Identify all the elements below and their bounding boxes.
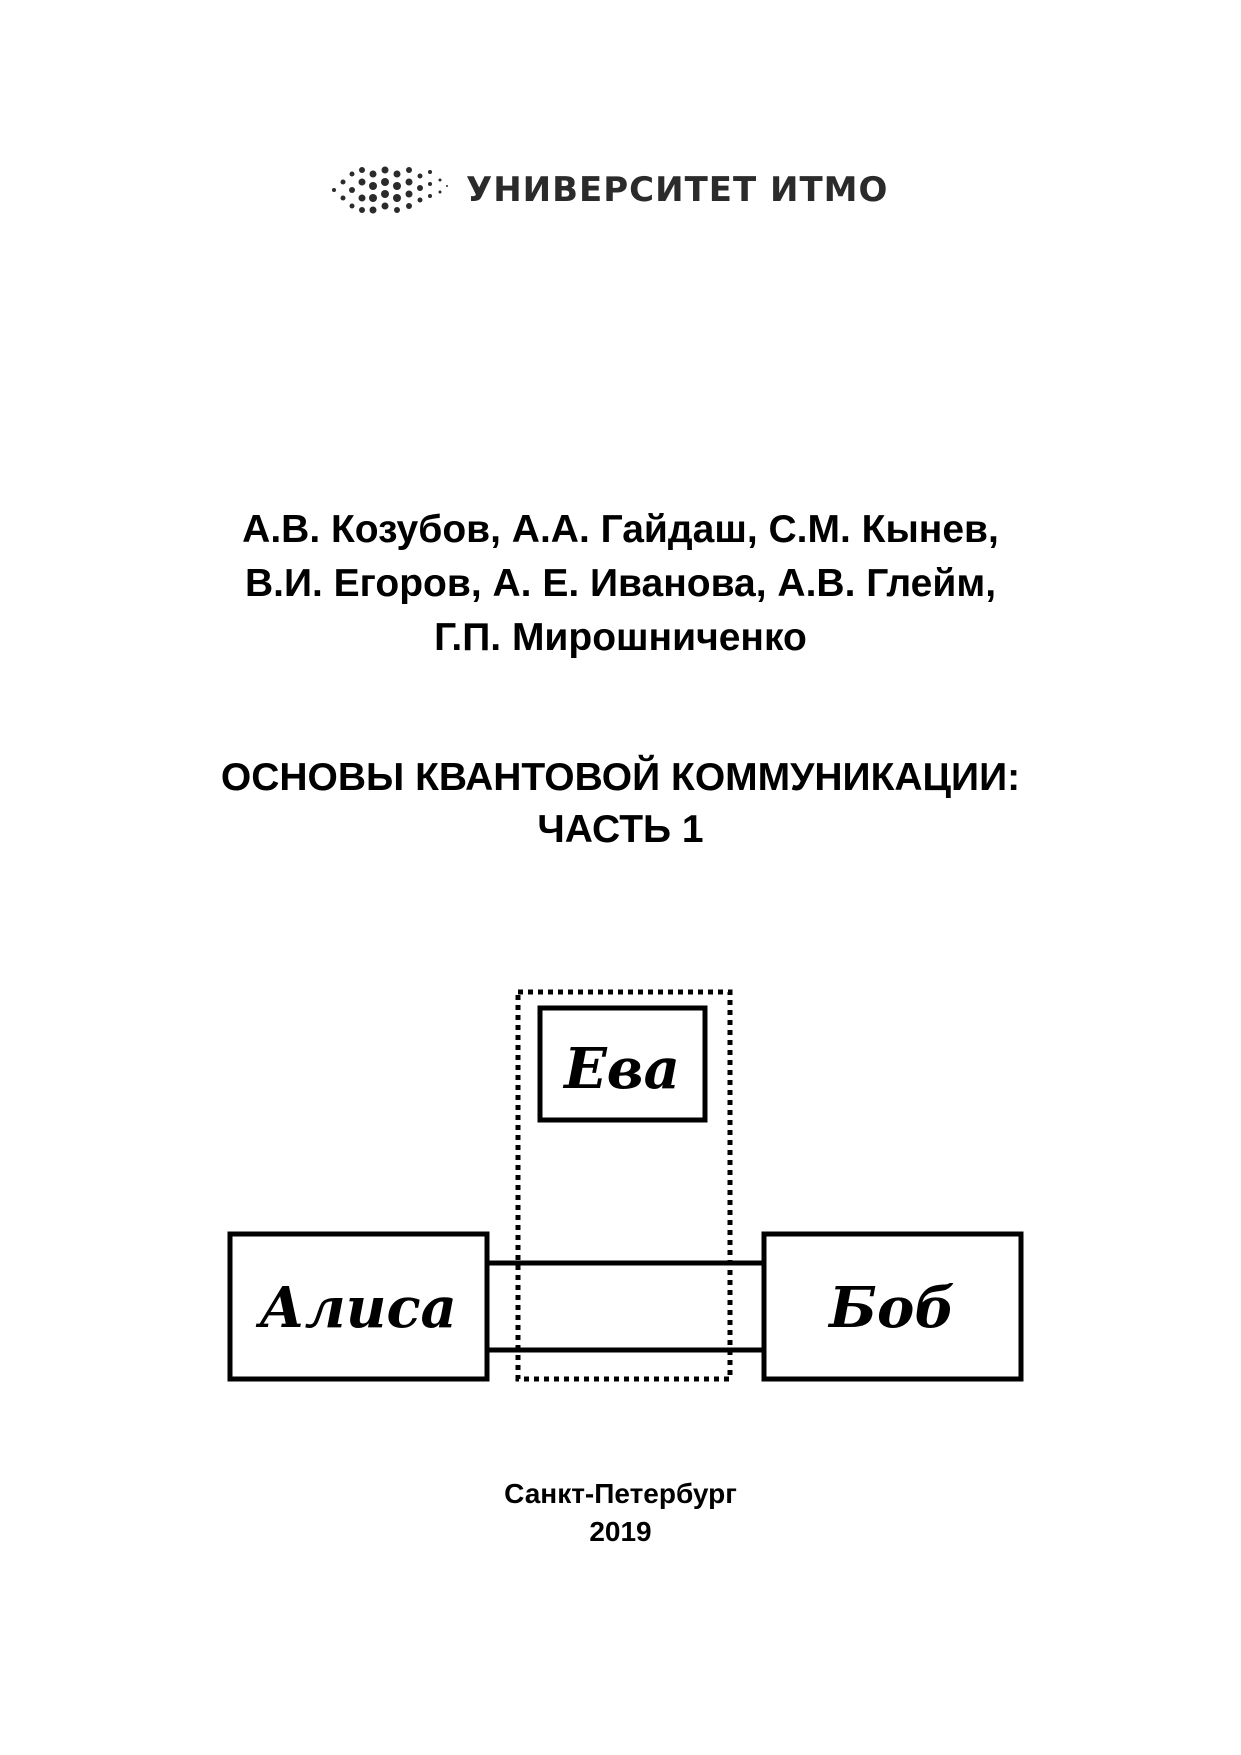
- authors-line-2: В.И. Егоров, А. Е. Иванова, А.В. Глейм,: [244, 562, 997, 605]
- publisher-logo: [330, 160, 889, 220]
- bob-label: Боб: [829, 1275, 955, 1341]
- authors-line-3: Г.П. Мирошниченко: [434, 616, 807, 659]
- authors-line-1: А.В. Козубов, А.А. Гайдаш, С.М. Кынев,: [242, 508, 999, 551]
- authors-block: [0, 503, 1241, 665]
- book-title-line-1: ОСНОВЫ КВАНТОВОЙ КОММУНИКАЦИИ:: [220, 756, 1021, 799]
- eve-label: Ева: [564, 1036, 680, 1102]
- diagram-svg: [0, 980, 1241, 1400]
- imprint-city: Санкт-Петербург: [504, 1478, 737, 1509]
- imprint: [0, 1475, 1241, 1551]
- imprint-year: 2019: [589, 1516, 652, 1547]
- publisher-name: УНИВЕРСИТЕТ ИТМО: [466, 170, 889, 210]
- book-title: [0, 752, 1241, 856]
- book-title-line-2: ЧАСТЬ 1: [537, 808, 704, 851]
- alice-label: Алиса: [259, 1275, 457, 1341]
- itmo-dots-logo-icon: [330, 160, 450, 220]
- quantum-channel-diagram: [0, 980, 1241, 1400]
